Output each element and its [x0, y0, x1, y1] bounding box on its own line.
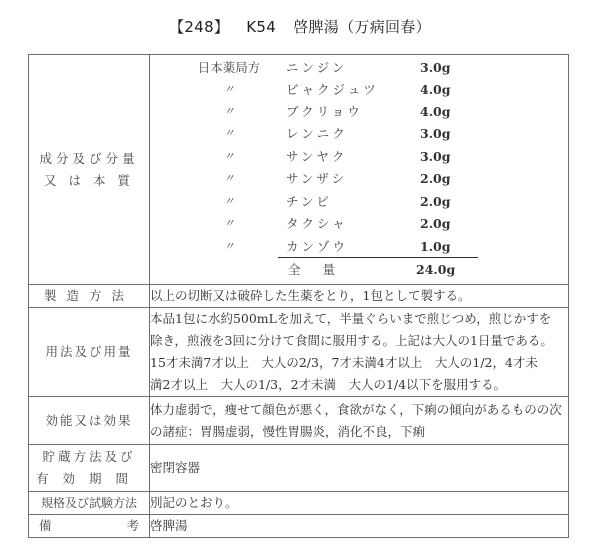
- ingredient-name: サンヤク: [286, 149, 348, 164]
- dosage-row: [29, 308, 569, 397]
- storage-label-line1: 貯蔵方法及び: [42, 449, 136, 464]
- remarks-text: 啓脾湯: [150, 515, 569, 538]
- specification-table: [28, 54, 569, 538]
- ingredient-amount: 4.0g: [420, 82, 451, 97]
- ingredient-source: 〃: [223, 172, 235, 185]
- total-divider: [278, 257, 478, 258]
- ingredient-amount: 3.0g: [420, 126, 451, 141]
- storage-text: 密閉容器: [150, 445, 569, 492]
- ingredient-row: [150, 168, 569, 190]
- ingredient-amount: 3.0g: [420, 149, 451, 164]
- remarks-row: [29, 515, 569, 538]
- manufacturing-text: 以上の切断又は破砕した生薬をとり，1包として製する。: [150, 285, 569, 308]
- ingredient-name: チンピ: [286, 194, 332, 209]
- dosage-label: 用法及び用量: [29, 308, 150, 397]
- dosage-line: 15才未満7才以上 大人の2/3，7才未満4才以上 大人の1/2，4才未: [150, 355, 538, 370]
- ingredient-amount: 3.0g: [420, 60, 451, 75]
- ingredient-amount: 1.0g: [420, 239, 451, 254]
- ingredient-source: 〃: [223, 127, 235, 140]
- ingredient-source: 〃: [223, 150, 235, 163]
- ingredient-name: ブクリョウ: [286, 104, 363, 119]
- efficacy-label: 効能又は効果: [29, 397, 150, 445]
- ingredient-source: 〃: [223, 83, 235, 96]
- remarks-label: 備考: [29, 515, 150, 538]
- manufacturing-label: 製造方法: [29, 285, 150, 308]
- efficacy-row: [29, 397, 569, 445]
- ingredient-source: 〃: [223, 105, 235, 118]
- ingredient-name: カンゾウ: [286, 239, 349, 254]
- ingredient-row: [150, 146, 569, 168]
- ingredient-row: [150, 79, 569, 101]
- ingredient-amount: 2.0g: [420, 171, 451, 186]
- ingredient-row: [150, 101, 569, 123]
- dosage-line: 除き，煎液を3回に分けて食間に服用する。上記は大人の1日量である。: [150, 333, 553, 348]
- ingredients-list: [150, 55, 569, 285]
- ingredient-name: サンザシ: [286, 171, 348, 186]
- manufacturing-row: [29, 285, 569, 308]
- total-label: 全量: [288, 262, 358, 277]
- ingredient-name: ビャクジュツ: [286, 82, 379, 97]
- total-amount: 24.0g: [416, 262, 456, 277]
- storage-label: [29, 445, 150, 492]
- dosage-line: 本品1包に水約500mLを加えて，半量ぐらいまで煎じつめ，煎じかすを: [150, 311, 552, 326]
- ingredients-label-line2: 又 は 本 質: [44, 172, 134, 188]
- storage-row: [29, 445, 569, 492]
- ingredients-label-line1: 成分及び分量: [39, 150, 139, 166]
- ingredient-amount: 2.0g: [420, 216, 451, 231]
- ingredient-row: [150, 236, 569, 258]
- ingredient-row: [150, 57, 569, 79]
- ingredient-source: 日本薬局方: [197, 60, 261, 75]
- dosage-line: 満2才以上 大人の1/3，2才未満 大人の1/4以下を服用する。: [150, 377, 507, 392]
- ingredient-name: タクシャ: [286, 216, 348, 231]
- ingredient-name: ニンジン: [286, 60, 348, 75]
- ingredient-name: レンニク: [286, 126, 348, 141]
- efficacy-text: [150, 397, 569, 445]
- efficacy-line: 体力虚弱で，痩せて顔色が悪く，食欲がなく，下痢の傾向があるものの次: [150, 401, 562, 417]
- ingredient-source: 〃: [223, 195, 235, 208]
- ingredient-total-row: [150, 259, 569, 281]
- title-name: 啓脾湯（万病回春）: [293, 18, 431, 36]
- ingredient-row: [150, 191, 569, 213]
- ingredient-amount: 4.0g: [420, 104, 451, 119]
- title-number: 【248】: [169, 18, 230, 36]
- document-title: [0, 16, 600, 37]
- specification-row: [29, 492, 569, 515]
- ingredient-source: 〃: [223, 217, 235, 230]
- title-code: K54: [246, 18, 277, 36]
- storage-label-line2: 有効期間: [35, 471, 142, 486]
- ingredient-row: [150, 213, 569, 235]
- specification-label: 規格及び試験方法: [29, 492, 150, 515]
- ingredient-source: 〃: [223, 240, 235, 253]
- specification-text: 別記のとおり。: [150, 492, 569, 515]
- ingredients-row: [29, 55, 569, 285]
- dosage-text: [150, 308, 569, 397]
- ingredient-amount: 2.0g: [420, 194, 451, 209]
- ingredient-row: [150, 123, 569, 145]
- efficacy-line: の諸症：胃腸虚弱，慢性胃腸炎，消化不良，下痢: [150, 423, 426, 439]
- ingredients-label: [29, 55, 150, 285]
